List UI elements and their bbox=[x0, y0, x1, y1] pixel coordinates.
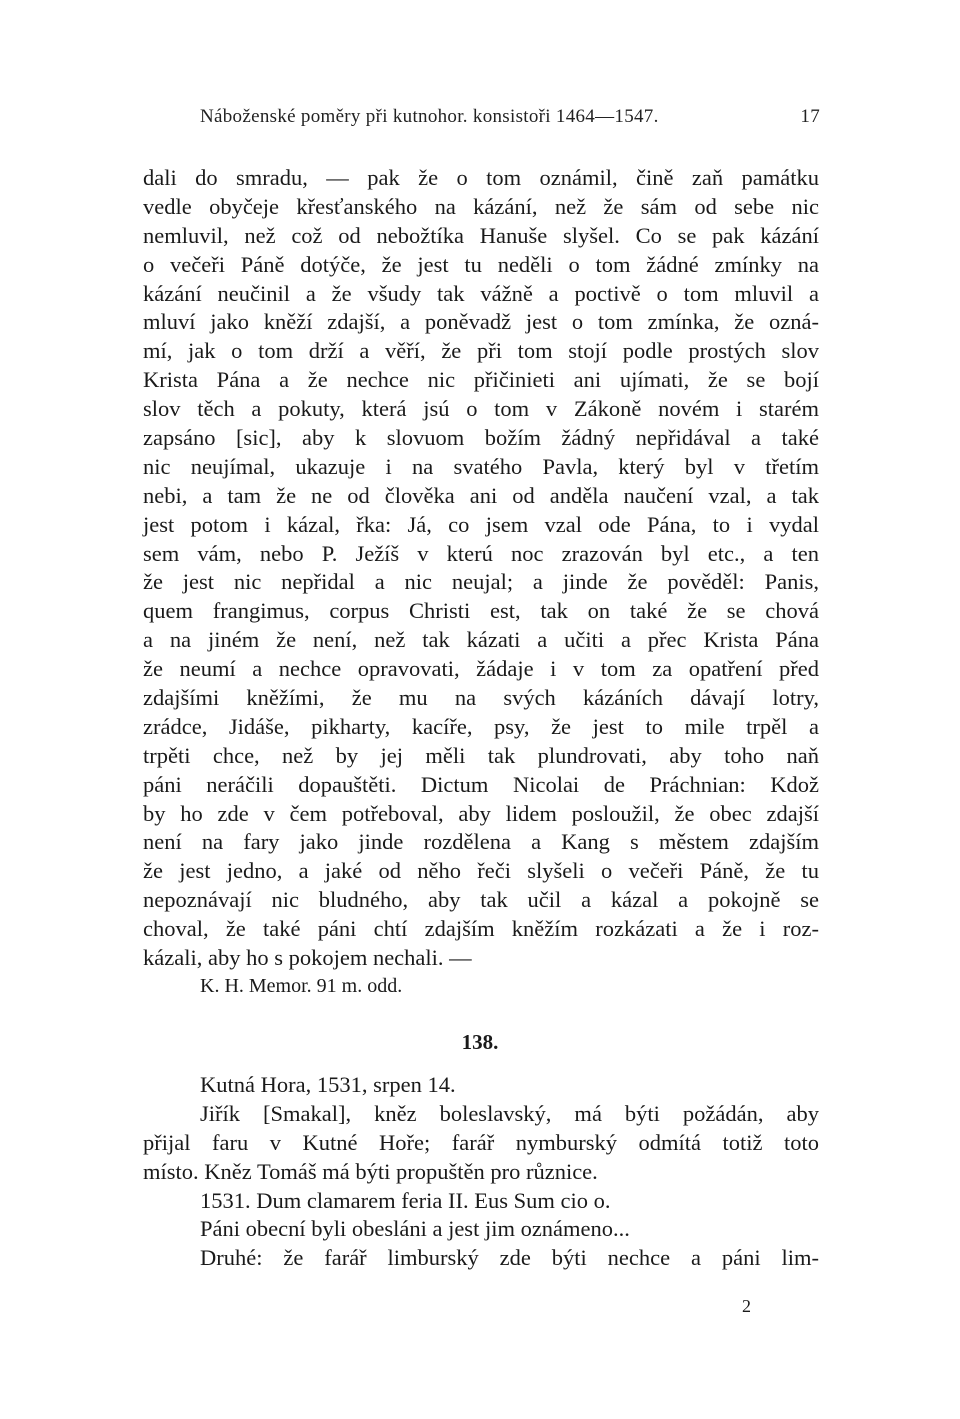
text-line: zdajšími kněžími, že mu na svých kázáních dávají lotry, bbox=[143, 685, 819, 711]
text-line: Páni obecní byli obesláni a jest jim oznámeno... bbox=[200, 1216, 630, 1242]
text-line: nic neujímal, ukazuje i na svatého Pavla, který byl v třetím bbox=[143, 453, 819, 479]
text-line: 1531. Dum clamarem feria II. Eus Sum cio o. bbox=[200, 1187, 611, 1213]
text-line: zapsáno [sic], aby k slovuom božím žádný nepřidával a také bbox=[143, 425, 819, 451]
text-line: že jest jedno, a jaké od něho řeči slyšeli o večeři Páně, že tu bbox=[143, 858, 819, 884]
text-line: mí, jak o tom drží a věří, že při tom stojí podle prostých slov bbox=[143, 338, 819, 364]
text-line: Krista Pána a že nechce nic přičinieti ani ujímati, že se bojí bbox=[143, 367, 819, 393]
text-line: páni neráčili dopauštěti. Dictum Nicolai de Práchnian: Kdož bbox=[143, 771, 819, 797]
text-line: nemluvil, než což od nebožtíka Hanuše slyšel. Co se pak kázání bbox=[143, 222, 819, 248]
text-line: a na jiném že není, než tak kázati a učiti a přec Krista Pána bbox=[143, 627, 819, 653]
text-line: že jest nic nepřidal a nic neujal; a jinde že pověděl: Panis, bbox=[143, 569, 819, 595]
text-line: vedle obyčeje křesťanského na kázání, než že sám od sebe nic bbox=[143, 193, 819, 219]
text-line: quem frangimus, corpus Christi est, tak on také že se chová bbox=[143, 598, 819, 624]
page-number: 17 bbox=[800, 106, 820, 127]
text-line: sem vám, nebo P. Ježíš v kterú noc zrazován byl etc., a ten bbox=[143, 540, 819, 566]
text-line: slov těch a pokuty, která jsú o tom v Zákoně novém i starém bbox=[143, 396, 819, 422]
text-line: nepoznávají nic bludného, aby tak učil a kázal a pokojně se bbox=[143, 887, 819, 913]
text-line: trpěti chce, než by jej měli tak plundrovati, aby toho naň bbox=[143, 742, 819, 768]
text-line: že neumí a nechce opravovati, žádaje i v tom za opatření před bbox=[143, 656, 819, 682]
summary-line: Jiřík [Smakal], kněz boleslavský, má býti požádán, aby bbox=[200, 1100, 819, 1126]
text-line: by ho zde v čem potřeboval, aby lidem posloužil, že obec zdajší bbox=[143, 800, 819, 826]
running-title: Náboženské poměry při kutnohor. konsistoři 1464—1547. bbox=[200, 106, 659, 127]
place-date: Kutná Hora, 1531, srpen 14. bbox=[200, 1072, 456, 1097]
text-line: jest potom i kázal, řka: Já, co jsem vzal ode Pána, to i vydal bbox=[143, 511, 819, 537]
text-line: Druhé: že farář limburský zde býti nechce a páni lim- bbox=[200, 1245, 819, 1271]
source-reference: K. H. Memor. 91 m. odd. bbox=[200, 975, 403, 997]
main-text bbox=[143, 164, 819, 973]
text-line: choval, že také páni chtí zdajším kněžím rozkázati a že i roz- bbox=[143, 916, 819, 942]
text-line: není na fary jako jinde rozdělena a Kang s městem zdajším bbox=[143, 829, 819, 855]
text-line: nebi, a tam že ne od člověka ani od anděla naučení vzal, a tak bbox=[143, 482, 819, 508]
signature-mark: 2 bbox=[742, 1296, 751, 1316]
document-number bbox=[0, 1030, 960, 1055]
text-line: dali do smradu, — pak že o tom oznámil, čině zaň památku bbox=[143, 165, 819, 190]
summary-line: místo. Kněz Tomáš má býti propuštěn pro různice. bbox=[143, 1158, 598, 1184]
text-line: kázali, aby ho s pokojem nechali. — bbox=[143, 945, 472, 971]
document-number-label: 138. bbox=[461, 1030, 499, 1054]
summary-line: přijal faru v Kutné Hoře; farář nymburský odmítá totiž toto bbox=[143, 1129, 819, 1155]
text-line: zrádce, Jidáše, pikharty, kacíře, psy, že jest to mile trpěl a bbox=[143, 713, 819, 739]
text-line: mluví jako kněží zdajší, a poněvadž jest o tom zmínka, že ozná- bbox=[143, 309, 819, 335]
document-138 bbox=[143, 1071, 819, 1273]
text-line: o večeři Páně dotýče, že jest tu neděli o tom žádné zmínky na bbox=[143, 251, 819, 277]
running-header bbox=[200, 106, 820, 128]
text-line: kázání neučinil a že všudy tak vážně a poctivě o tom mluvil a bbox=[143, 280, 819, 306]
